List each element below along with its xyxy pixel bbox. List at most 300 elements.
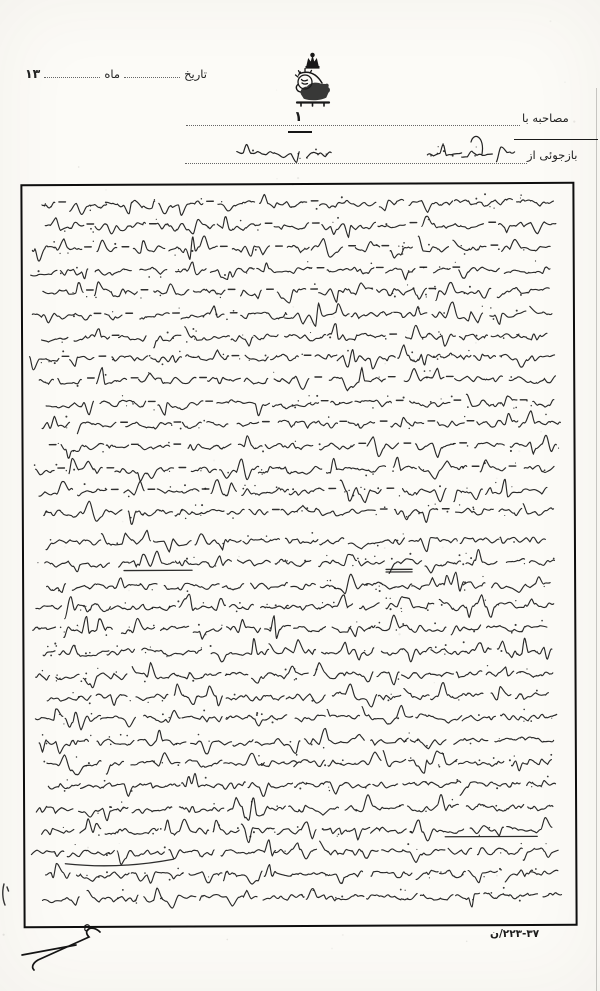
diacritic-dot — [198, 427, 199, 428]
name-separator-dashes — [49, 443, 466, 445]
diacritic-dot — [329, 336, 331, 338]
diacritic-dot — [407, 898, 408, 899]
diacritic-dot — [292, 404, 294, 406]
diacritic-dot — [265, 355, 267, 357]
diacritic-dot — [102, 451, 104, 453]
diacritic-dot — [510, 376, 512, 378]
diacritic-dot — [493, 757, 495, 759]
diacritic-dot — [41, 362, 42, 363]
handwritten-line — [45, 215, 556, 238]
diacritic-dot — [339, 402, 341, 404]
diacritic-dot — [112, 311, 113, 312]
diacritic-dot — [515, 407, 517, 409]
diacritic-dot — [253, 831, 255, 833]
diacritic-dot — [405, 890, 406, 891]
diacritic-dot — [482, 576, 483, 577]
lion-and-sun-emblem-graphic — [291, 52, 335, 110]
diacritic-dot — [455, 761, 457, 763]
diacritic-dot — [316, 395, 318, 397]
diacritic-dot — [511, 486, 512, 487]
diacritic-dot — [80, 609, 81, 610]
diacritic-dot — [256, 712, 258, 714]
diacritic-dot — [513, 408, 514, 409]
diacritic-dot — [275, 604, 277, 606]
diacritic-dot — [406, 516, 408, 518]
diacritic-dot — [425, 810, 427, 812]
diacritic-dot — [286, 560, 287, 561]
diacritic-dot — [530, 405, 532, 407]
diacritic-dot — [316, 668, 318, 670]
interview-with-label: مصاحبه با — [522, 111, 569, 125]
diacritic-dot — [385, 597, 387, 599]
diacritic-dot — [364, 488, 366, 490]
diacritic-dot — [160, 898, 162, 900]
diacritic-dot — [441, 398, 442, 399]
diacritic-dot — [73, 469, 75, 471]
diacritic-dot — [90, 735, 91, 736]
diacritic-dot — [205, 777, 207, 779]
diacritic-dot — [222, 543, 224, 545]
diacritic-dot — [153, 409, 154, 410]
diacritic-dot — [180, 428, 182, 430]
diacritic-dot — [55, 464, 57, 466]
diacritic-dot — [403, 242, 405, 244]
diacritic-dot — [98, 876, 100, 878]
diacritic-dot — [85, 606, 86, 607]
diacritic-dot — [266, 604, 267, 605]
diacritic-dot — [553, 558, 555, 560]
diacritic-dot — [356, 621, 357, 622]
handwritten-line — [48, 772, 555, 797]
diacritic-dot — [80, 680, 82, 682]
diacritic-dot — [439, 766, 441, 768]
handwritten-line — [42, 817, 552, 844]
diacritic-dot — [340, 763, 341, 764]
lion-and-sun-emblem — [291, 52, 335, 110]
diacritic-dot — [166, 656, 167, 657]
diacritic-dot — [417, 739, 419, 741]
diacritic-dot — [63, 827, 64, 828]
diacritic-dot — [91, 713, 93, 715]
diacritic-dot — [297, 826, 299, 828]
diacritic-dot — [283, 761, 284, 762]
diacritic-dot — [176, 743, 178, 745]
diacritic-dot — [149, 355, 151, 357]
diacritic-dot — [311, 700, 313, 702]
diacritic-dot — [123, 808, 124, 809]
diacritic-dot — [285, 668, 287, 670]
underline-mark — [386, 569, 412, 572]
diacritic-dot — [445, 644, 447, 646]
diacritic-dot — [409, 732, 410, 733]
diacritic-dot — [461, 245, 462, 246]
diacritic-dot — [109, 806, 111, 808]
diacritic-dot — [132, 403, 134, 405]
handwritten-line — [36, 593, 554, 620]
diacritic-dot — [203, 316, 205, 318]
diacritic-dot — [297, 153, 299, 155]
diacritic-dot — [73, 315, 75, 317]
diacritic-dot — [247, 535, 249, 537]
diacritic-dot — [148, 372, 149, 373]
diacritic-dot — [169, 606, 171, 608]
diacritic-dot — [58, 590, 60, 592]
scan-edge-line — [596, 88, 597, 991]
diacritic-dot — [257, 229, 259, 231]
diacritic-dot — [379, 586, 380, 587]
diacritic-dot — [179, 308, 180, 309]
diacritic-dot — [73, 451, 74, 452]
diacritic-dot — [182, 873, 183, 874]
diacritic-dot — [234, 694, 236, 696]
diacritic-dot — [337, 217, 339, 219]
diacritic-dot — [493, 318, 495, 320]
diacritic-dot — [50, 654, 52, 656]
diacritic-dot — [54, 362, 56, 364]
diacritic-dot — [108, 852, 110, 854]
diacritic-dot — [558, 448, 559, 449]
diacritic-dot — [416, 783, 417, 784]
diacritic-dot — [262, 450, 264, 452]
diacritic-dot — [392, 470, 394, 472]
diacritic-dot — [116, 542, 118, 544]
diacritic-dot — [519, 900, 521, 902]
diacritic-dot — [46, 743, 48, 745]
diacritic-dot — [105, 374, 107, 376]
diacritic-dot — [510, 450, 512, 452]
diacritic-dot — [429, 333, 430, 334]
diacritic-dot — [42, 734, 44, 736]
diacritic-dot — [92, 231, 94, 233]
diacritic-dot — [106, 854, 108, 856]
diacritic-dot — [311, 743, 313, 745]
diacritic-dot — [409, 553, 411, 555]
diacritic-dot — [500, 852, 501, 853]
diacritic-dot — [177, 600, 179, 602]
diacritic-dot — [426, 296, 427, 297]
diacritic-dot — [256, 714, 258, 716]
handwritten-line — [43, 637, 552, 663]
diacritic-dot — [397, 717, 399, 719]
diacritic-dot — [453, 443, 455, 445]
diacritic-dot — [459, 504, 460, 505]
diacritic-dot — [125, 602, 126, 603]
diacritic-dot — [344, 491, 345, 492]
diacritic-dot — [274, 832, 275, 833]
diacritic-dot — [503, 887, 505, 889]
month-dotted-line — [44, 67, 100, 78]
diacritic-dot — [89, 652, 91, 654]
diacritic-dot — [66, 470, 67, 471]
diacritic-dot — [410, 757, 412, 759]
handwritten-line — [29, 344, 554, 370]
diacritic-dot — [110, 743, 112, 745]
diacritic-dot — [526, 400, 528, 402]
diacritic-dot — [116, 645, 118, 647]
diacritic-dot — [34, 464, 36, 466]
diacritic-dot — [489, 206, 490, 207]
diacritic-dot — [90, 228, 92, 230]
diacritic-dot — [299, 158, 300, 159]
diacritic-dot — [64, 631, 65, 632]
scan-speckle — [297, 177, 299, 179]
diacritic-dot — [544, 469, 546, 471]
diacritic-dot — [77, 625, 79, 627]
diacritic-dot — [444, 653, 445, 654]
diacritic-dot — [185, 518, 187, 520]
diacritic-dot — [376, 244, 377, 245]
diacritic-dot — [387, 699, 389, 701]
diacritic-dot — [476, 335, 478, 337]
diacritic-dot — [76, 756, 78, 758]
diacritic-dot — [403, 396, 405, 398]
diacritic-dot — [294, 668, 295, 669]
diacritic-dot — [541, 620, 543, 622]
diacritic-dot — [545, 414, 547, 416]
diacritic-dot — [76, 267, 78, 269]
diacritic-dot — [306, 157, 307, 158]
diacritic-dot — [177, 359, 179, 361]
diacritic-dot — [97, 813, 98, 814]
diacritic-dot — [366, 584, 368, 586]
diacritic-dot — [353, 495, 355, 497]
handwritten-content-box — [20, 182, 577, 928]
diacritic-dot — [348, 490, 350, 492]
diacritic-dot — [473, 630, 475, 632]
diacritic-dot — [215, 313, 217, 315]
diacritic-dot — [495, 482, 496, 483]
diacritic-dot — [237, 827, 239, 829]
scan-speckle — [276, 90, 277, 91]
diacritic-dot — [391, 694, 392, 695]
diacritic-dot — [365, 474, 367, 476]
diacritic-dot — [335, 897, 337, 899]
diacritic-dot — [399, 805, 401, 807]
scan-speckle — [331, 948, 333, 950]
diacritic-dot — [435, 503, 436, 504]
diacritic-dot — [440, 871, 442, 873]
diacritic-dot — [64, 790, 66, 792]
diacritic-dot — [338, 834, 340, 836]
handwritten-line — [36, 661, 553, 688]
diacritic-dot — [430, 401, 432, 403]
diacritic-dot — [435, 646, 437, 648]
diacritic-dot — [195, 504, 196, 505]
scan-speckle — [550, 20, 552, 22]
diacritic-dot — [95, 297, 97, 299]
diacritic-dot — [105, 634, 107, 636]
header-separator-line — [514, 139, 598, 140]
diacritic-dot — [520, 294, 522, 296]
diacritic-dot — [377, 487, 379, 489]
diacritic-dot — [375, 589, 377, 591]
diacritic-dot — [439, 485, 441, 487]
diacritic-dot — [463, 641, 465, 643]
diacritic-dot — [519, 672, 520, 673]
diacritic-dot — [201, 198, 203, 200]
diacritic-dot — [169, 879, 171, 881]
diacritic-dot — [355, 809, 357, 811]
handwritten-line — [42, 193, 554, 216]
diacritic-dot — [203, 709, 205, 711]
name-separator-dashes — [58, 466, 516, 468]
diacritic-dot — [54, 643, 56, 645]
diacritic-dot — [56, 680, 57, 681]
diacritic-dot — [332, 222, 333, 223]
diacritic-dot — [120, 734, 122, 736]
diacritic-dot — [438, 764, 439, 765]
diacritic-dot — [426, 745, 428, 747]
diacritic-dot — [322, 828, 324, 830]
diacritic-dot — [212, 290, 213, 291]
diacritic-dot — [408, 428, 410, 430]
diacritic-dot — [476, 146, 477, 147]
diacritic-dot — [474, 155, 476, 157]
diacritic-dot — [464, 416, 465, 417]
diacritic-dot — [177, 868, 179, 870]
margin-tick-mark — [0, 882, 10, 908]
diacritic-dot — [440, 334, 441, 335]
diacritic-dot — [333, 602, 335, 604]
diacritic-dot — [499, 868, 501, 870]
diacritic-dot — [160, 295, 162, 297]
diacritic-dot — [515, 600, 516, 601]
diacritic-dot — [114, 243, 116, 245]
handwritten-line — [42, 886, 561, 908]
diacritic-dot — [326, 153, 327, 154]
diacritic-dot — [493, 208, 494, 209]
diacritic-dot — [208, 741, 209, 742]
diacritic-dot — [232, 517, 234, 519]
diacritic-dot — [144, 681, 146, 683]
date-field-row — [25, 66, 207, 81]
diacritic-dot — [434, 622, 436, 624]
diacritic-dot — [221, 201, 222, 202]
diacritic-dot — [523, 249, 524, 250]
diacritic-dot — [515, 462, 516, 463]
diacritic-dot — [276, 486, 278, 488]
diacritic-dot — [77, 385, 79, 387]
date-label: تاریخ — [184, 67, 207, 81]
diacritic-dot — [330, 580, 332, 582]
diacritic-dot — [426, 376, 428, 378]
diacritic-dot — [536, 690, 538, 692]
diacritic-dot — [294, 406, 296, 408]
diacritic-dot — [311, 631, 312, 632]
handwritten-line — [45, 549, 555, 575]
diacritic-dot — [128, 496, 130, 498]
scan-speckle — [78, 166, 80, 168]
diacritic-dot — [376, 514, 377, 515]
diacritic-dot — [357, 558, 359, 560]
diacritic-dot — [130, 700, 131, 701]
diacritic-dot — [483, 876, 484, 877]
diacritic-dot — [75, 844, 76, 845]
diacritic-dot — [170, 486, 172, 488]
diacritic-dot — [213, 803, 215, 805]
scan-speckle — [466, 941, 468, 943]
diacritic-dot — [249, 836, 251, 838]
diacritic-dot — [56, 674, 58, 676]
diacritic-dot — [392, 293, 393, 294]
diacritic-dot — [284, 850, 285, 851]
diacritic-dot — [144, 872, 146, 874]
diacritic-dot — [219, 824, 221, 826]
signature-mark — [12, 918, 116, 974]
handwritten-line — [39, 478, 547, 504]
diacritic-dot — [400, 608, 401, 609]
diacritic-dot — [295, 678, 297, 680]
diacritic-dot — [152, 589, 153, 590]
diacritic-dot — [60, 272, 62, 274]
diacritic-dot — [130, 517, 132, 519]
diacritic-dot — [511, 632, 513, 634]
diacritic-dot — [310, 332, 311, 333]
diacritic-dot — [457, 540, 458, 541]
diacritic-dot — [377, 545, 379, 547]
diacritic-dot — [524, 563, 525, 564]
diacritic-dot — [509, 759, 511, 761]
diacritic-dot — [58, 443, 59, 444]
diacritic-dot — [390, 608, 392, 610]
diacritic-dot — [272, 721, 274, 723]
date-dotted-line — [124, 67, 180, 78]
diacritic-dot — [482, 306, 483, 307]
diacritic-dot — [407, 284, 408, 285]
diacritic-dot — [221, 625, 222, 626]
diacritic-dot — [398, 245, 399, 246]
diacritic-dot — [544, 586, 545, 587]
handwritten-name-stroke — [237, 144, 331, 162]
diacritic-dot — [174, 254, 175, 255]
diacritic-dot — [425, 294, 427, 296]
name-separator-dashes — [59, 201, 318, 202]
diacritic-dot — [464, 581, 466, 583]
diacritic-dot — [428, 505, 430, 507]
diacritic-dot — [242, 488, 244, 490]
diacritic-dot — [191, 250, 193, 252]
diacritic-dot — [226, 717, 228, 719]
diacritic-dot — [198, 624, 200, 626]
diacritic-dot — [311, 532, 313, 534]
diacritic-dot — [184, 484, 186, 486]
diacritic-dot — [525, 641, 526, 642]
diacritic-dot — [466, 553, 467, 554]
diacritic-dot — [93, 241, 94, 242]
name-separator-dashes — [317, 267, 459, 268]
diacritic-dot — [198, 734, 200, 736]
diacritic-dot — [360, 487, 361, 488]
diacritic-dot — [428, 219, 429, 220]
diacritic-dot — [341, 896, 343, 898]
diacritic-dot — [442, 143, 444, 145]
handwritten-line — [32, 235, 550, 262]
diacritic-dot — [371, 287, 373, 289]
diacritic-dot — [160, 828, 162, 830]
diacritic-dot — [147, 702, 148, 703]
diacritic-dot — [427, 609, 429, 611]
scan-speckle — [573, 120, 575, 122]
diacritic-dot — [63, 723, 64, 724]
diacritic-dot — [438, 146, 439, 147]
diacritic-dot — [276, 805, 278, 807]
diacritic-dot — [72, 692, 73, 693]
diacritic-dot — [129, 627, 130, 628]
diacritic-dot — [215, 565, 216, 566]
diacritic-dot — [168, 717, 169, 718]
diacritic-dot — [252, 149, 254, 151]
diacritic-dot — [254, 485, 255, 486]
